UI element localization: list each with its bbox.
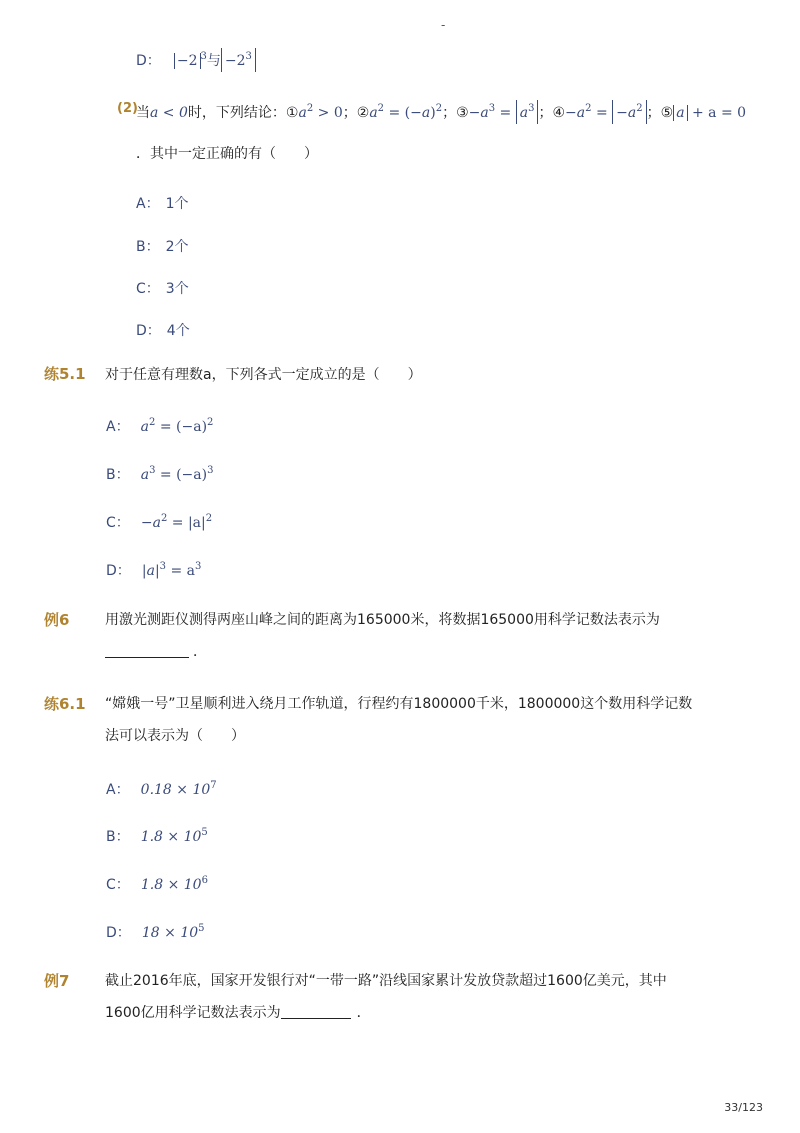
option-label: D： [136, 53, 161, 69]
ex51-option-a[interactable]: A： $a^2 = (-a)^2$ [106, 417, 214, 435]
q2-option-b[interactable]: B： 2个 [136, 239, 189, 255]
example-question-line1: 截止2016年底，国家开发银行对“一带一路”沿线国家累计发放贷款超过1600亿美元，其中 [105, 973, 667, 989]
example-question: 用激光测距仪测得两座山峰之间的距离为165000米，将数据165000用科学记数法表示为 [105, 612, 660, 628]
example-label: 例7 [44, 972, 70, 990]
example-question-line2: 1600亿用科学记数法表示为 ． [105, 1005, 371, 1021]
exercise-label: 练5.1 [44, 365, 86, 383]
answer-blank[interactable] [281, 1004, 351, 1019]
subquestion-number: (2) [117, 101, 138, 116]
ex61-option-a[interactable]: A： $0.18 \times 10^7$ [106, 780, 217, 798]
example-label: 例6 [44, 611, 70, 629]
exercise-question-line1: “嫦娥一号”卫星顺利进入绕月工作轨道，行程约有1800000千米，1800000这个数用科学记数 [105, 696, 693, 712]
q2-option-d[interactable]: D： 4个 [136, 323, 190, 339]
answer-blank[interactable] [105, 643, 189, 658]
exercise-question-line2: 法可以表示为（ ） [105, 728, 245, 744]
page-number: 33/123 [724, 1101, 763, 1114]
ex51-option-d[interactable]: D： $|a|^3 = a^3$ [106, 561, 202, 579]
q2-option-c[interactable]: C： 3个 [136, 281, 189, 297]
q1-option-d[interactable] [136, 48, 256, 72]
ex51-option-b[interactable]: B： $a^3 = (-a)^3$ [106, 465, 214, 483]
exercise-question: 对于任意有理数a，下列各式一定成立的是（ ） [105, 367, 422, 383]
ex61-option-b[interactable]: B： $1.8 \times 10^5$ [106, 827, 208, 845]
exercise-label: 练6.1 [44, 695, 86, 713]
ex61-option-c[interactable]: C： $1.8 \times 10^6$ [106, 875, 208, 893]
ex51-option-c[interactable]: C： $-a^2 = |a|^2$ [106, 513, 213, 531]
q2-statement: 当a < 0时，下列结论：$①a^2 > 0$；$②a^2 = (-a)^2$；$③-a^3 = a^3$ ；$④-a^2 = -a^2$ ；⑤ a + a = 0 [136, 100, 746, 124]
ex61-option-d[interactable]: D： $18 \times 10^5$ [106, 923, 205, 941]
q2-tail: ．其中一定正确的有（ ） [136, 146, 318, 162]
q2-option-a[interactable]: A： 1个 [136, 196, 189, 212]
top-mark: - [441, 18, 446, 32]
option-math: −2 $^3$与 $-2^3$ [174, 53, 256, 69]
answer-line: ． [105, 641, 207, 661]
